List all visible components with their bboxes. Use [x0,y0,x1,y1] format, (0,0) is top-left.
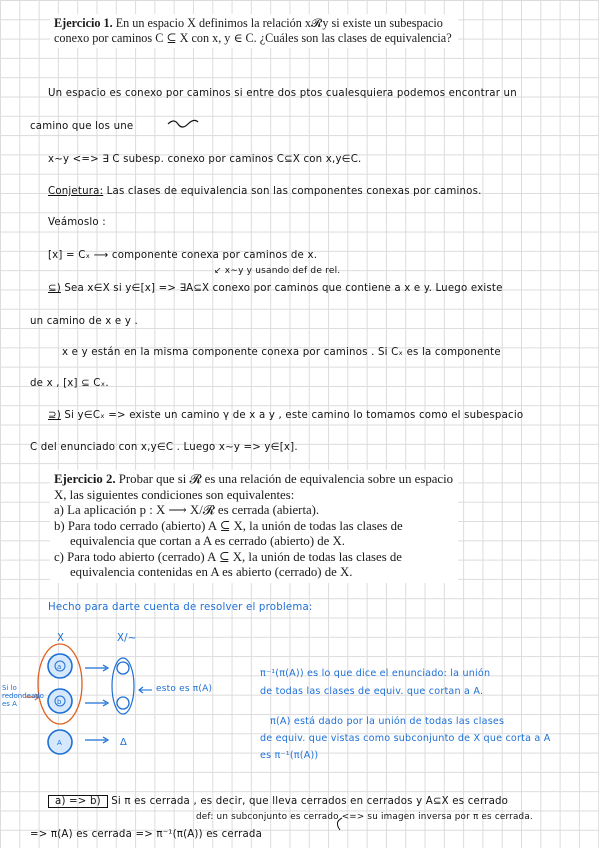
conjecture-text: Las clases de equivalencia son las componentes conexas por caminos. [106,186,482,197]
subset-2-label: ⊇) [48,410,61,421]
note-implication [48,796,508,807]
exercise-2-text: Probar que si 𝓡 es una relación de equivalencia sobre un espacio X, las siguientes condiciones son equivalentes: [54,472,454,502]
note-conjecture [48,186,482,197]
diagram [26,644,152,754]
note-subset-2-cont: C del enunciado con x,y∈C . Luego x∼y => y∈[x]. [30,442,298,453]
side-note: Si lo redondeado es A [2,684,44,708]
exercise-2-item-c: c) Para todo abierto (cerrado) A ⊆ X, la unión de todas las clases de equivalencia contenidas en A es abierto (cerrado) de X. [54,549,402,579]
note-right-2c: es π⁻¹(π(A)) [260,750,319,761]
exercise-1-label: Ejercicio 1. [54,16,113,30]
note-right-2a: π(A) está dado por la unión de todas las clases [270,716,505,727]
exercise-1-text: En un espacio X definimos la relación x𝓡y si existe un subespacio conexo por caminos C ⊆ X con x, y ∈ C. ¿Cuáles son las clases de equivalencia? [54,16,452,45]
node-label-b: b [57,698,62,706]
pi-a-outline [112,658,134,714]
note-subset-1-cont: un camino de x e y . [30,316,138,327]
note-def-line1: Un espacio es conexo por caminos si entre dos ptos cualesquiera podemos encontrar un [48,88,517,99]
squiggle-path-icon [168,120,198,127]
node-label-c: A [57,739,62,747]
implication-label: a) => b) [48,795,108,808]
note-same-component-cont: de x , [x] ⊆ Cₓ. [30,378,109,389]
note-right-2b: de equiv. que vistas como subconjunto de X que corta a A [260,733,551,744]
note-annotation-rel: ↙ x∼y y usando def de rel. [214,266,341,276]
note-same-component: x e y están en la misma componente conexa por caminos . Si Cₓ es la componente [62,347,501,358]
note-subset-1 [48,283,503,294]
node-label-a: a [57,663,62,671]
note-def-line2: camino que los une [30,121,134,132]
implication-text: Si π es cerrada , es decir, que lleva cerrados en cerrados y A⊆X es cerrado [111,796,509,807]
exercise-2-statement [50,470,458,583]
quotient-delta: Δ [120,737,127,748]
note-relation: x∼y <=> ∃ C subesp. conexo por caminos C⊆X con x,y∈C. [48,154,362,165]
note-def-closed: def: un subconjunto es cerrado <=> su imagen inversa por π es cerrada. [196,812,533,822]
exercise-2-item-a: a) La aplicación p : X ⟶ X/𝓡 es cerrada (abierta). [54,503,320,517]
subset-1-text: Sea x∈X si y∈[x] => ∃A⊆X conexo por caminos que contiene a x e y. Luego existe [64,283,503,294]
quotient-point-square [117,697,129,709]
diagram-pi-a-label: esto es π(A) [156,684,213,694]
exercise-2-item-b: b) Para todo cerrado (abierto) A ⊆ X, la unión de todas las clases de equivalencia que cortan a A es cerrado (abierto) de X. [54,518,403,548]
diagram-col-quotient: X/∼ [117,633,137,644]
diagram-col-x: X [57,633,65,644]
subset-1-label: ⊆) [48,283,61,294]
note-component: [x] = Cₓ ⟶ componente conexa por caminos de x. [48,250,318,261]
exercise-2-label: Ejercicio 2. [54,472,116,486]
note-conclusion: => π(A) es cerrada => π⁻¹(π(A)) es cerrada [30,829,263,840]
note-right-1a: π⁻¹(π(A)) es lo que dice el enunciado: la unión [260,668,491,679]
subset-2-text: Si y∈Cₓ => existe un camino γ de x a y , este camino lo tomamos como el subespacio [64,410,524,421]
quotient-point-x [117,662,129,674]
note-subset-2 [48,410,523,421]
note-hint-title: Hecho para darte cuenta de resolver el problema: [48,602,313,613]
note-verify: Veámoslo : [48,217,106,228]
note-right-1b: de todas las clases de equiv. que cortan a A. [260,686,484,697]
conjecture-label: Conjetura: [48,186,104,197]
